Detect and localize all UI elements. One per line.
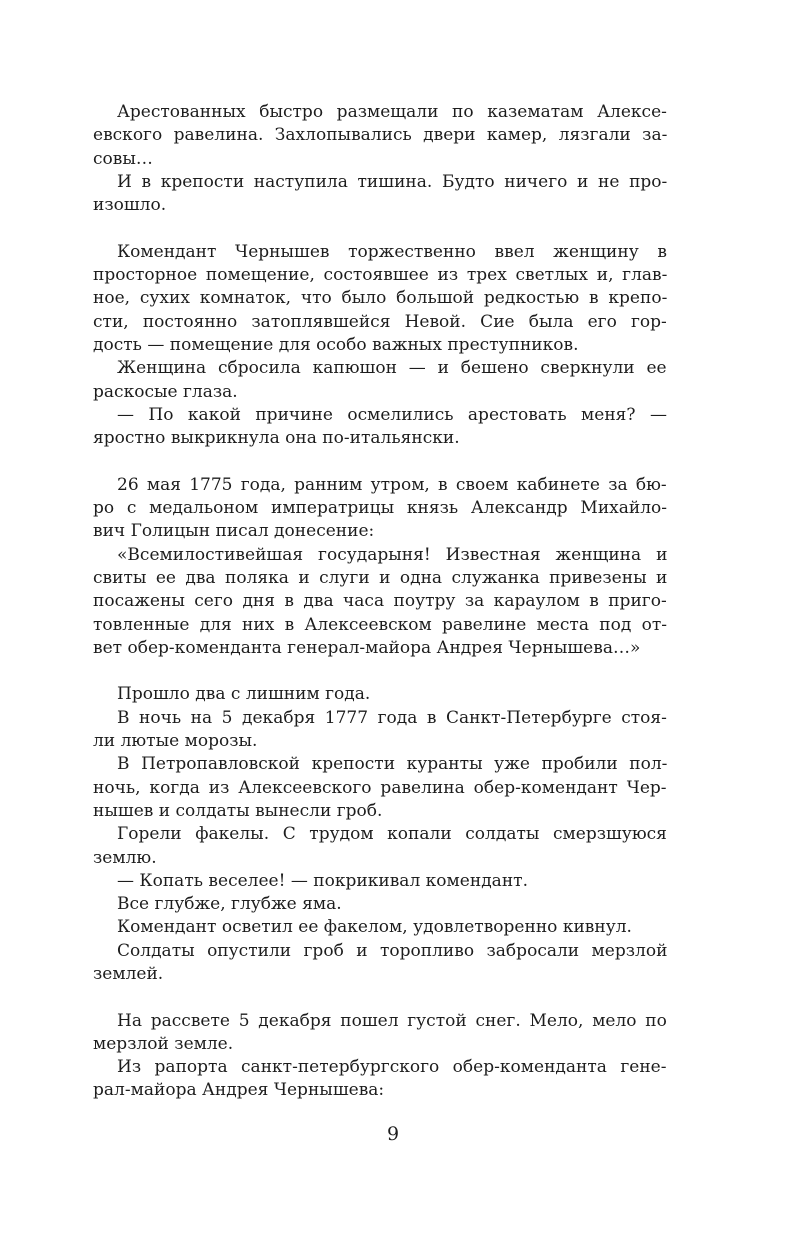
text-line: Комендант Чернышев торжественно ввел женщину в [117,241,667,262]
text-line: изошло. [93,195,167,216]
text-line: ро с медальоном императрицы князь Александр Михайло- [93,498,668,519]
text-line: землей. [93,963,164,984]
text-line: Солдаты опустили гроб и торопливо забросали мерзлой [117,940,668,961]
text-line: сти, постоянно затоплявшейся Невой. Сие была его гор- [93,311,667,332]
paragraph-gap [93,986,667,1009]
text-line: яростно выкрикнула она по-итальянски. [93,428,460,449]
text-line: совы… [93,148,153,169]
text-line: нышев и солдаты вынесли гроб. [93,800,383,821]
text-line: 26 мая 1775 года, ранним утром, в своем кабинете за бю- [117,474,667,495]
text-line: посажены сего дня в два часа поутру за караулом в приго- [93,591,667,612]
text-line: — Копать веселее! — покрикивал комендант. [117,870,528,891]
text-line: рал-майора Андрея Чернышева: [93,1080,385,1101]
text-line: В Петропавловской крепости куранты уже пробили пол- [117,754,668,775]
text-line: Арестованных быстро размещали по казематам Алексе- [117,102,667,122]
page-text [93,101,667,1103]
paragraph-gap [93,217,667,240]
text-line: Горели факелы. С трудом копали солдаты смерзшуюся [117,824,667,845]
text-line: — По какой причине осмелились арестовать меня? — [117,404,667,425]
text-line: дость — помещение для особо важных преступников. [93,334,579,355]
text-line: ли лютые морозы. [93,731,258,752]
text-line: свиты ее два поляка и слуги и одна служанка привезены и [93,567,668,588]
text-line: «Всемилостивейшая государыня! Известная женщина и [117,544,668,565]
text-line: Прошло два с лишним года. [117,684,371,705]
text-line: ночь, когда из Алексеевского равелина обер-комендант Чер- [93,777,667,798]
text-line: Комендант осветил ее факелом, удовлетворенно кивнул. [117,917,632,938]
text-line: Из рапорта санкт-петербургского обер-коменданта гене- [117,1057,667,1078]
page-number: 9 [386,1123,400,1145]
text-line: И в крепости наступила тишина. Будто ничего и не про- [117,171,668,192]
text-line: В ночь на 5 декабря 1777 года в Санкт-Петербурге стоя- [117,707,667,728]
text-line: евского равелина. Захлопывались двери камер, лязгали за- [93,125,668,146]
text-line: Все глубже, глубже яма. [117,894,342,915]
text-line: ное, сухих комнаток, что было большой редкостью в крепо- [93,288,668,309]
text-line: раскосые глаза. [93,381,238,402]
text-line: просторное помещение, состоявшее из трех светлых и, глав- [93,265,668,286]
text-line: Женщина сбросила капюшон — и бешено сверкнули ее [117,358,667,379]
text-line: На рассвете 5 декабря пошел густой снег. Мело, мело по [117,1010,667,1031]
text-line: землю. [93,847,157,868]
text-line: товленные для них в Алексеевском равелине места под от- [93,614,668,635]
text-line: вет обер-коменданта генерал-майора Андрея Чернышева…» [93,637,641,658]
paragraph-gap [93,450,667,473]
text-line: мерзлой земле. [93,1033,234,1054]
paragraph-gap [93,660,667,683]
text-line: вич Голицын писал донесение: [93,521,375,542]
